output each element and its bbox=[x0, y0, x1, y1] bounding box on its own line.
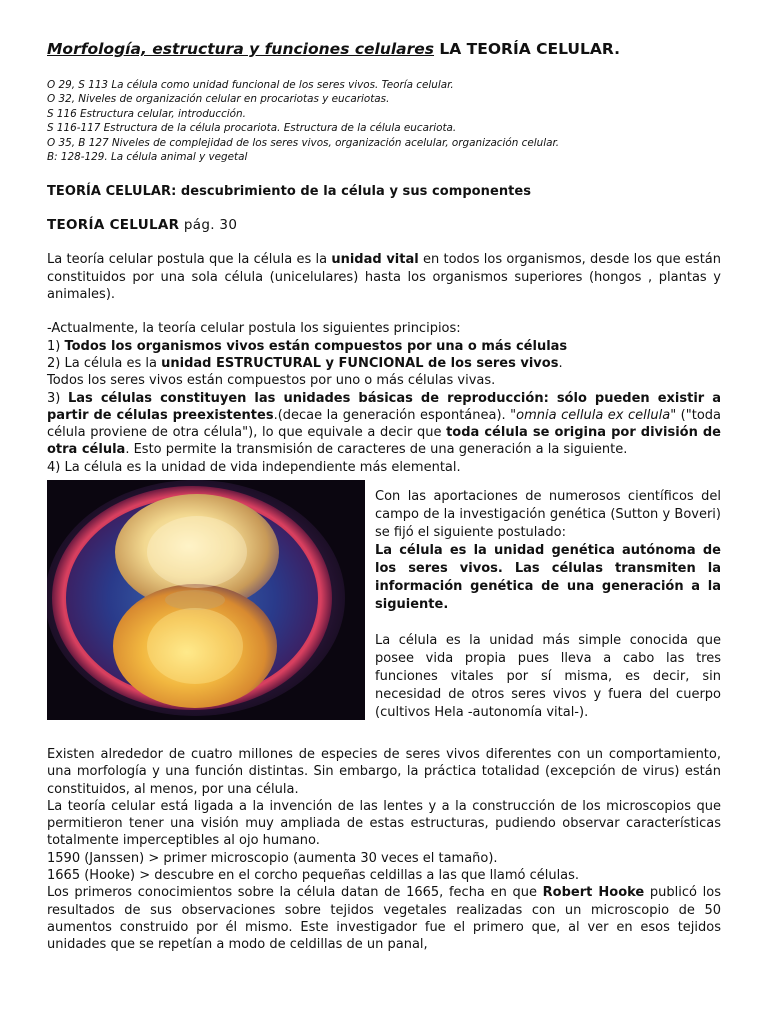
principle-3-text: .(decae la generación espontánea). " bbox=[273, 407, 517, 423]
nucleus-highlight-bottom bbox=[147, 608, 243, 684]
principle-number: 3) bbox=[47, 390, 68, 406]
hooke-text: Los primeros conocimientos sobre la célula datan de 1665, fecha en que bbox=[47, 885, 543, 901]
latin-phrase: omnia cellula ex cellula bbox=[516, 407, 671, 423]
principle-3-text-2: " ("toda célula proviene de otra célula"), lo que equivale a decir que bbox=[47, 407, 721, 441]
section-heading: TEORÍA CELULAR: descubrimiento de la célula y sus componentes bbox=[47, 184, 532, 200]
principle-3-text-3: . Esto permite la transmisión de caracteres de una generación a la siguiente. bbox=[125, 442, 628, 458]
reference-item: O 29, S 113 La célula como unidad funcional de los seres vivos. Teoría celular. bbox=[47, 79, 454, 91]
side-intro: Con las aportaciones de numerosos científicos del campo de la investigación genética (Sutton y Boveri) se fijó el siguiente postulado: bbox=[375, 489, 721, 540]
principle-3 bbox=[47, 390, 721, 459]
reference-item: O 32, Niveles de organización celular en procariotas y eucariotas. bbox=[47, 93, 390, 106]
timeline-janssen: 1590 (Janssen) > primer microscopio (aumenta 30 veces el tamaño). bbox=[47, 850, 498, 866]
intro-text: La teoría celular postula que la célula es la bbox=[47, 252, 332, 268]
principles-block bbox=[47, 320, 721, 476]
principle-3-emphasis: Las células constituyen las unidades básicas de reproducción: sólo pueden existir a partir de células preexistentes bbox=[47, 390, 721, 423]
title-main: Morfología, estructura y funciones celulares bbox=[47, 40, 435, 58]
subheading-page: pág. 30 bbox=[179, 217, 238, 234]
document-page bbox=[47, 40, 721, 954]
principle-2 bbox=[47, 355, 721, 372]
hooke-name: Robert Hooke bbox=[542, 885, 645, 901]
hooke-text-end: publicó los resultados de sus observaciones sobre tejidos vegetales realizadas con un microscopio de 50 aumentos construido por él mismo. Este investigador fue el primero que, al ver en esos tejidos unidades que se repetían a modo de celdillas de un panal, bbox=[47, 885, 721, 953]
reference-item: O 35, B 127 Niveles de complejidad de los seres vivos, organización acelular, organización celular. bbox=[47, 136, 560, 149]
nucleus-highlight-top bbox=[147, 516, 247, 588]
reference-item: S 116-117 Estructura de la célula procariota. Estructura de la célula eucariota. bbox=[47, 122, 457, 135]
intro-emphasis: unidad vital bbox=[331, 252, 419, 268]
reference-list bbox=[47, 78, 721, 164]
principle-2-emphasis: unidad ESTRUCTURAL y FUNCIONAL de los seres vivos bbox=[161, 355, 559, 371]
principle-1 bbox=[47, 338, 721, 355]
figure-row bbox=[47, 480, 721, 722]
principle-number: 1) bbox=[47, 338, 65, 354]
title-secondary: LA TEORÍA CELULAR. bbox=[434, 40, 620, 58]
cell-division-image bbox=[47, 480, 365, 720]
hooke-paragraph bbox=[47, 884, 721, 953]
subheading bbox=[47, 217, 721, 233]
principle-1-text: Todos los organismos vivos están compuestos por una o más células bbox=[64, 338, 568, 354]
document-title bbox=[47, 40, 721, 58]
cleavage-furrow bbox=[165, 590, 225, 610]
principle-4: 4) La célula es la unidad de vida independiente más elemental. bbox=[47, 459, 461, 475]
side-paragraph: La célula es la unidad más simple conocida que posee vida propia pues lleva a cabo las tres funciones vitales por sí misma, es decir, sin necesidad de otros seres vivos y fuera del cuerpo (cultivos Hela -autonomía vital-). bbox=[375, 633, 721, 720]
timeline-hooke: 1665 (Hooke) > descubre en el corcho pequeñas celdillas a las que llamó células. bbox=[47, 868, 580, 884]
side-text bbox=[375, 488, 721, 722]
principle-3-emphasis-2: toda célula se origina por división de otra célula bbox=[47, 425, 721, 458]
reference-item: S 116 Estructura celular, introducción. bbox=[47, 107, 246, 120]
principle-2-end: . bbox=[558, 355, 563, 371]
principle-2-text: 2) La célula es la bbox=[47, 355, 162, 371]
intro-paragraph bbox=[47, 251, 721, 303]
microscope-paragraph: La teoría celular está ligada a la invención de las lentes y a la construcción de los microscopios que permitieron tener una visión muy ampliada de estas estructuras, pudiendo observar características totalmente imperceptibles al ojo humano. bbox=[47, 798, 721, 849]
intro-text-end: en todos los organismos, desde los que están constituidos por una sola célula (unicelulares) hasta los organismos superiores (hongos , plantas y animales). bbox=[47, 252, 722, 303]
reference-item: B: 128-129. La célula animal y vegetal bbox=[47, 151, 248, 164]
side-postulate: La célula es la unidad genética autónoma de los seres vivos. Las células transmiten la información genética de una generación a la siguiente. bbox=[375, 543, 721, 612]
species-paragraph: Existen alrededor de cuatro millones de especies de seres vivos diferentes con un comportamiento, una morfología y una función distintas. Sin embargo, la práctica totalidad (excepción de virus) están constituidos, al menos, por una célula. bbox=[47, 747, 721, 797]
principle-2-extra: Todos los seres vivos están compuestos por uno o más células vivas. bbox=[47, 373, 496, 389]
bottom-section bbox=[47, 746, 721, 954]
subheading-title: TEORÍA CELULAR bbox=[47, 217, 180, 234]
principles-lead: -Actualmente, la teoría celular postula los siguientes principios: bbox=[47, 321, 461, 337]
